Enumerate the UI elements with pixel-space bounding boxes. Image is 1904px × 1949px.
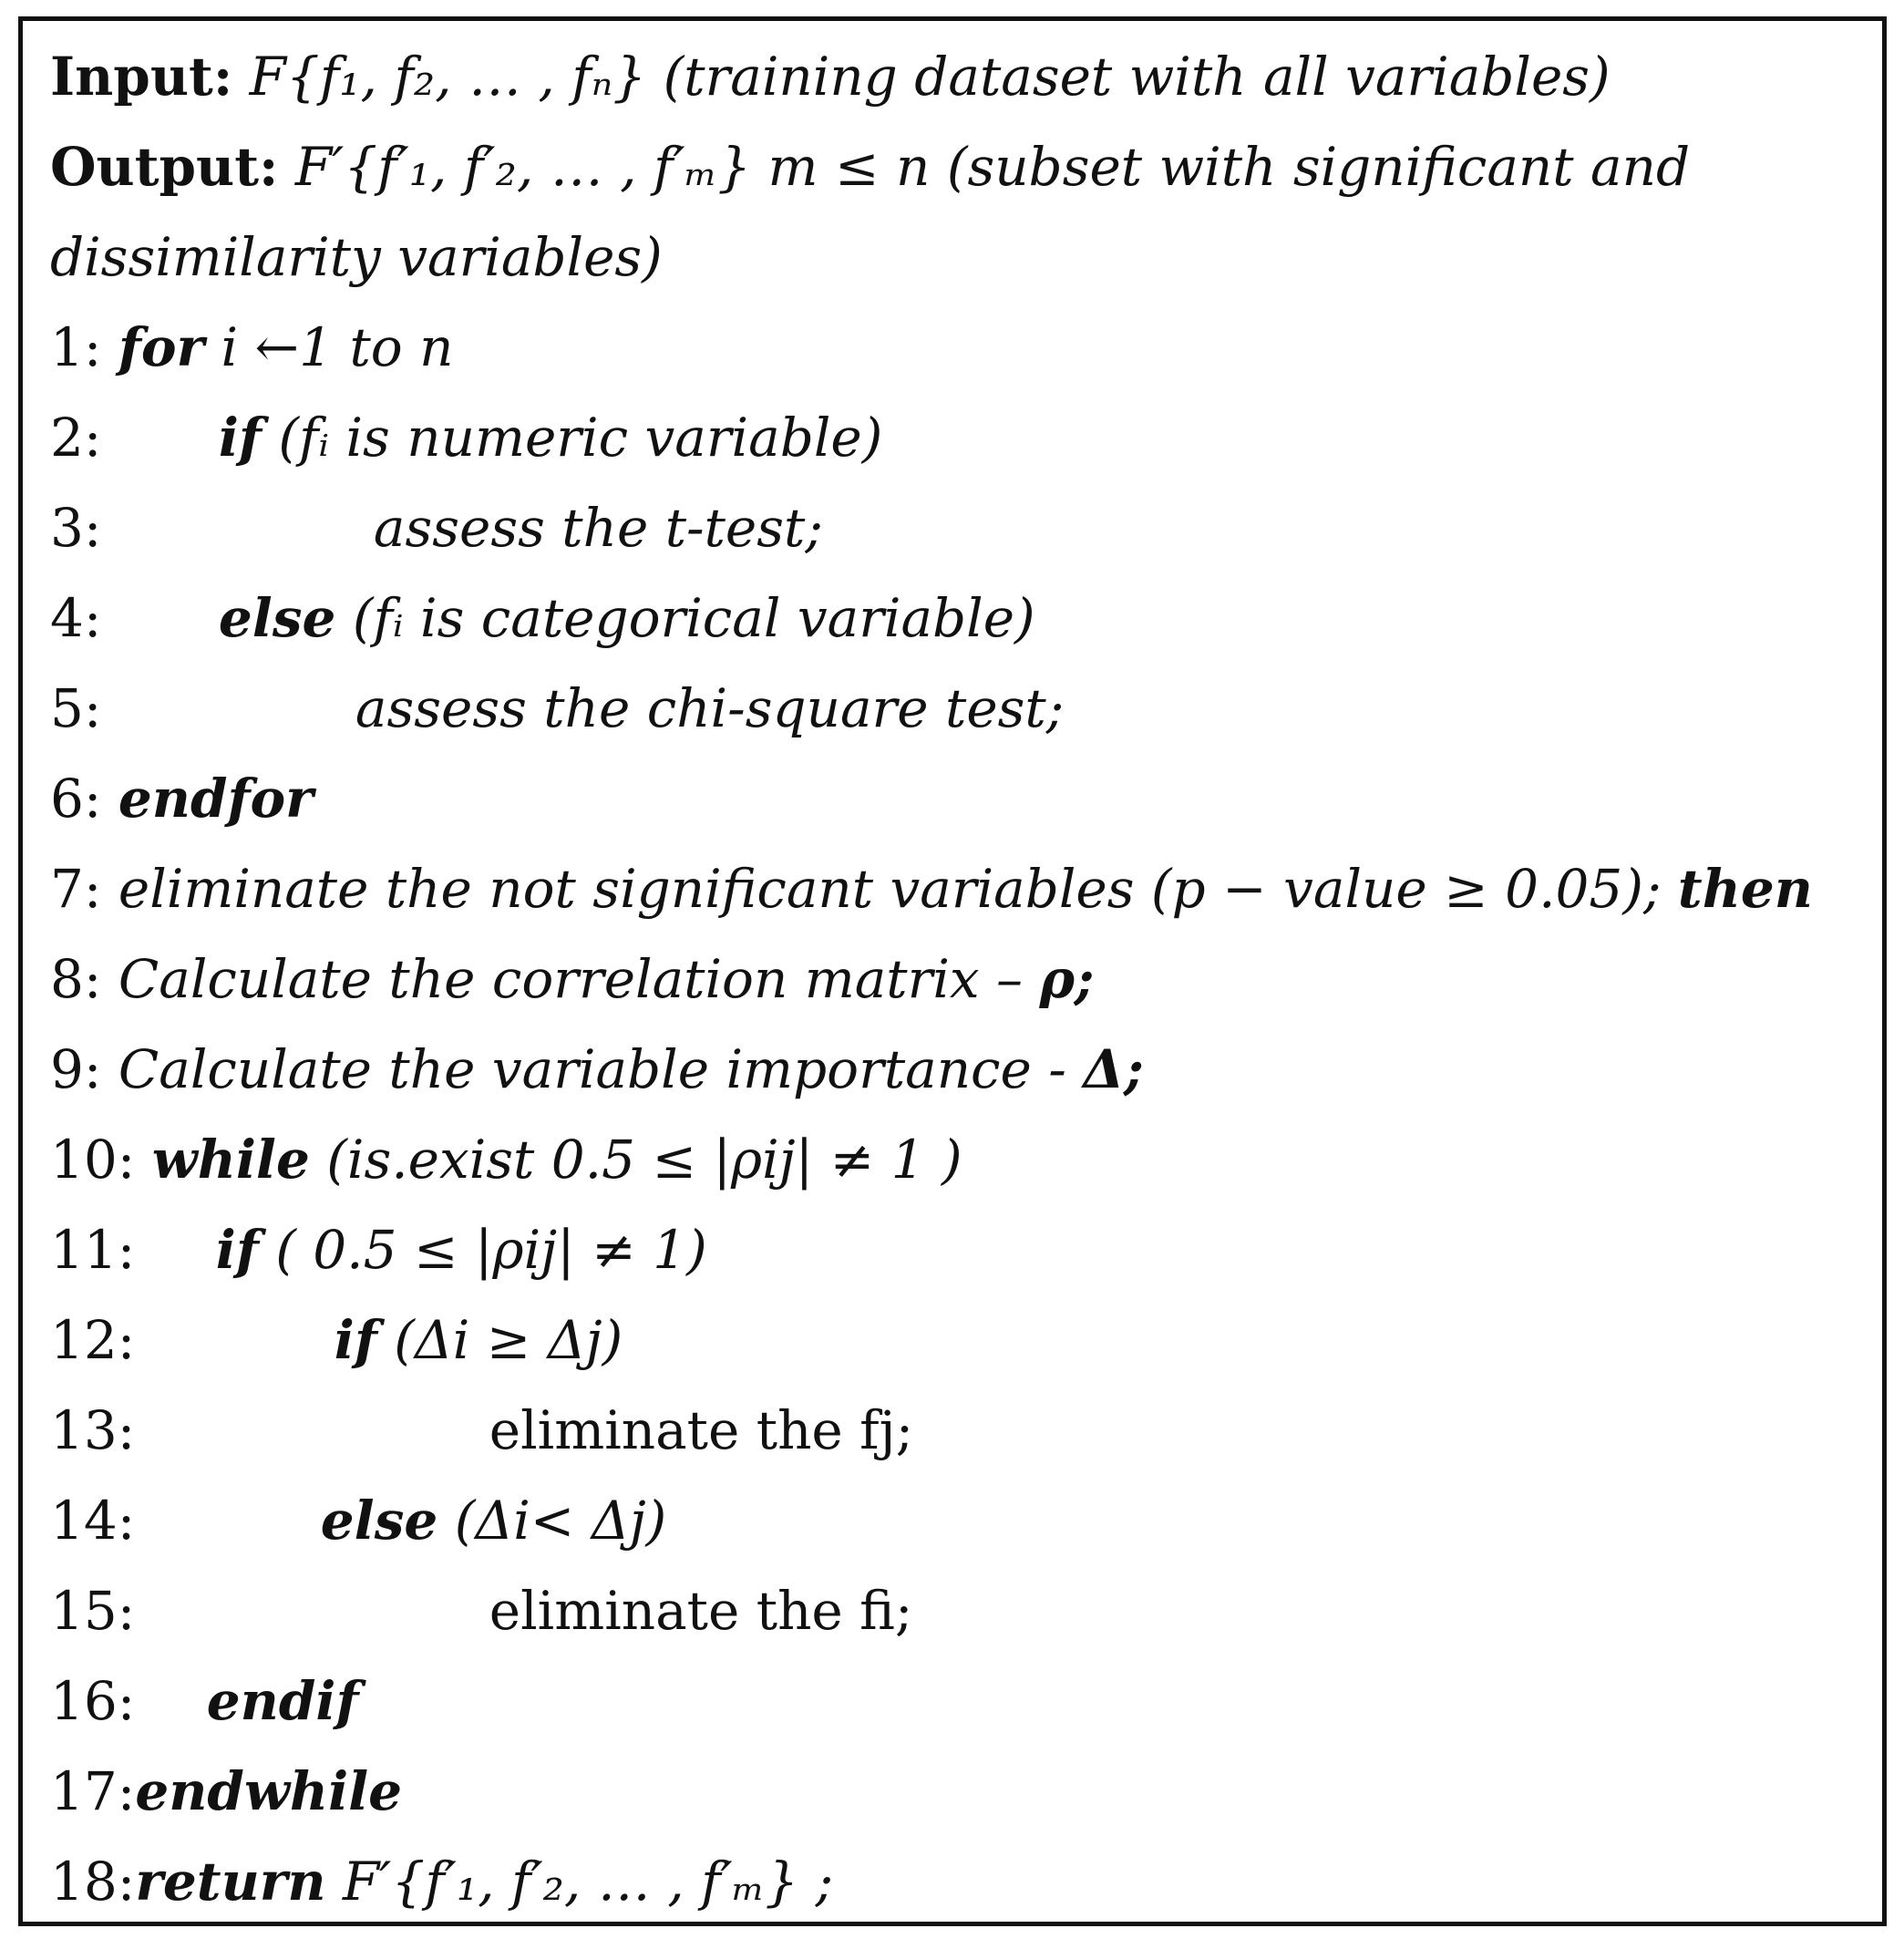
step-14 (50, 1476, 1864, 1566)
step-number: 17: (50, 1760, 136, 1822)
output-label: Output: (50, 136, 279, 198)
step-number: 3: (50, 497, 102, 559)
algorithm-box (18, 16, 1887, 1926)
step-13 (50, 1386, 1864, 1476)
keyword: ρ; (1039, 948, 1095, 1010)
step-text: i ←1 to n (221, 316, 454, 378)
keyword: else (218, 587, 336, 649)
step-text: (fᵢ is numeric variable) (278, 407, 883, 469)
step-15 (50, 1566, 1864, 1656)
step-6 (50, 754, 1864, 844)
step-5 (50, 664, 1864, 754)
input-line (50, 32, 1864, 122)
step-2 (50, 393, 1864, 483)
keyword: endif (206, 1670, 359, 1732)
step-12 (50, 1295, 1864, 1386)
step-text: assess the t-test; (373, 497, 823, 559)
step-text: assess the chi-square test; (355, 677, 1065, 739)
step-number: 6: (50, 768, 102, 830)
input-label: Input: (50, 46, 233, 108)
step-number: 18: (50, 1851, 136, 1913)
algorithm-body (50, 32, 1864, 1927)
step-text: eliminate the fi; (489, 1580, 913, 1642)
step-number: 7: (50, 858, 102, 920)
step-number: 11: (50, 1219, 136, 1281)
step-17 (50, 1747, 1864, 1837)
step-text: (is.exist 0.5 ≤ |ρij| ≠ 1 ) (326, 1129, 962, 1191)
step-number: 9: (50, 1038, 102, 1100)
keyword: for (118, 316, 205, 378)
keyword: if (218, 407, 262, 469)
step-1 (50, 303, 1864, 393)
step-number: 13: (50, 1399, 136, 1461)
step-text: (fᵢ is categorical variable) (352, 587, 1035, 649)
keyword: else (320, 1490, 438, 1552)
step-text: Calculate the correlation matrix – (118, 948, 1024, 1010)
step-number: 2: (50, 407, 102, 469)
input-desc: (training dataset with all variables) (663, 46, 1611, 108)
output-desc-2: dissimilarity variables) (50, 226, 663, 288)
keyword: if (215, 1219, 259, 1281)
step-3 (50, 483, 1864, 573)
step-number: 15: (50, 1580, 136, 1642)
output-line-cont (50, 212, 1864, 303)
step-10 (50, 1115, 1864, 1205)
step-number: 1: (50, 316, 102, 378)
step-text: Calculate the variable importance - (118, 1038, 1066, 1100)
step-8 (50, 934, 1864, 1025)
step-text: (Δi< Δj) (454, 1490, 667, 1552)
step-18 (50, 1837, 1864, 1927)
step-text: (Δi ≥ Δj) (394, 1309, 623, 1371)
keyword: endwhile (135, 1760, 403, 1822)
step-number: 8: (50, 948, 102, 1010)
output-line (50, 122, 1864, 212)
keyword: while (151, 1129, 310, 1191)
step-text: F′{f′₁, f′₂, … , f′ₘ} ; (342, 1851, 834, 1913)
step-number: 4: (50, 587, 102, 649)
step-text: eliminate the not significant variables (p − value ≥ 0.05); (118, 858, 1662, 920)
step-16 (50, 1656, 1864, 1747)
step-text: ( 0.5 ≤ |ρij| ≠ 1) (275, 1219, 707, 1281)
step-number: 16: (50, 1670, 136, 1732)
keyword: if (334, 1309, 377, 1371)
step-number: 10: (50, 1129, 136, 1191)
step-number: 12: (50, 1309, 136, 1371)
step-7 (50, 844, 1864, 934)
input-set: F{f₁, f₂, … , fₙ} (249, 46, 647, 108)
keyword: Δ; (1083, 1038, 1144, 1100)
step-11 (50, 1205, 1864, 1295)
step-4 (50, 573, 1864, 664)
step-number: 14: (50, 1490, 136, 1552)
output-desc-1: (subset with significant and (946, 136, 1691, 198)
step-text: eliminate the fj; (489, 1399, 914, 1461)
output-set: F′{f′₁, f′₂, … , f′ₘ} m ≤ n (294, 136, 931, 198)
keyword: then (1677, 858, 1813, 920)
keyword: return (135, 1851, 326, 1913)
step-number: 5: (50, 677, 102, 739)
keyword: endfor (118, 768, 314, 830)
step-9 (50, 1025, 1864, 1115)
